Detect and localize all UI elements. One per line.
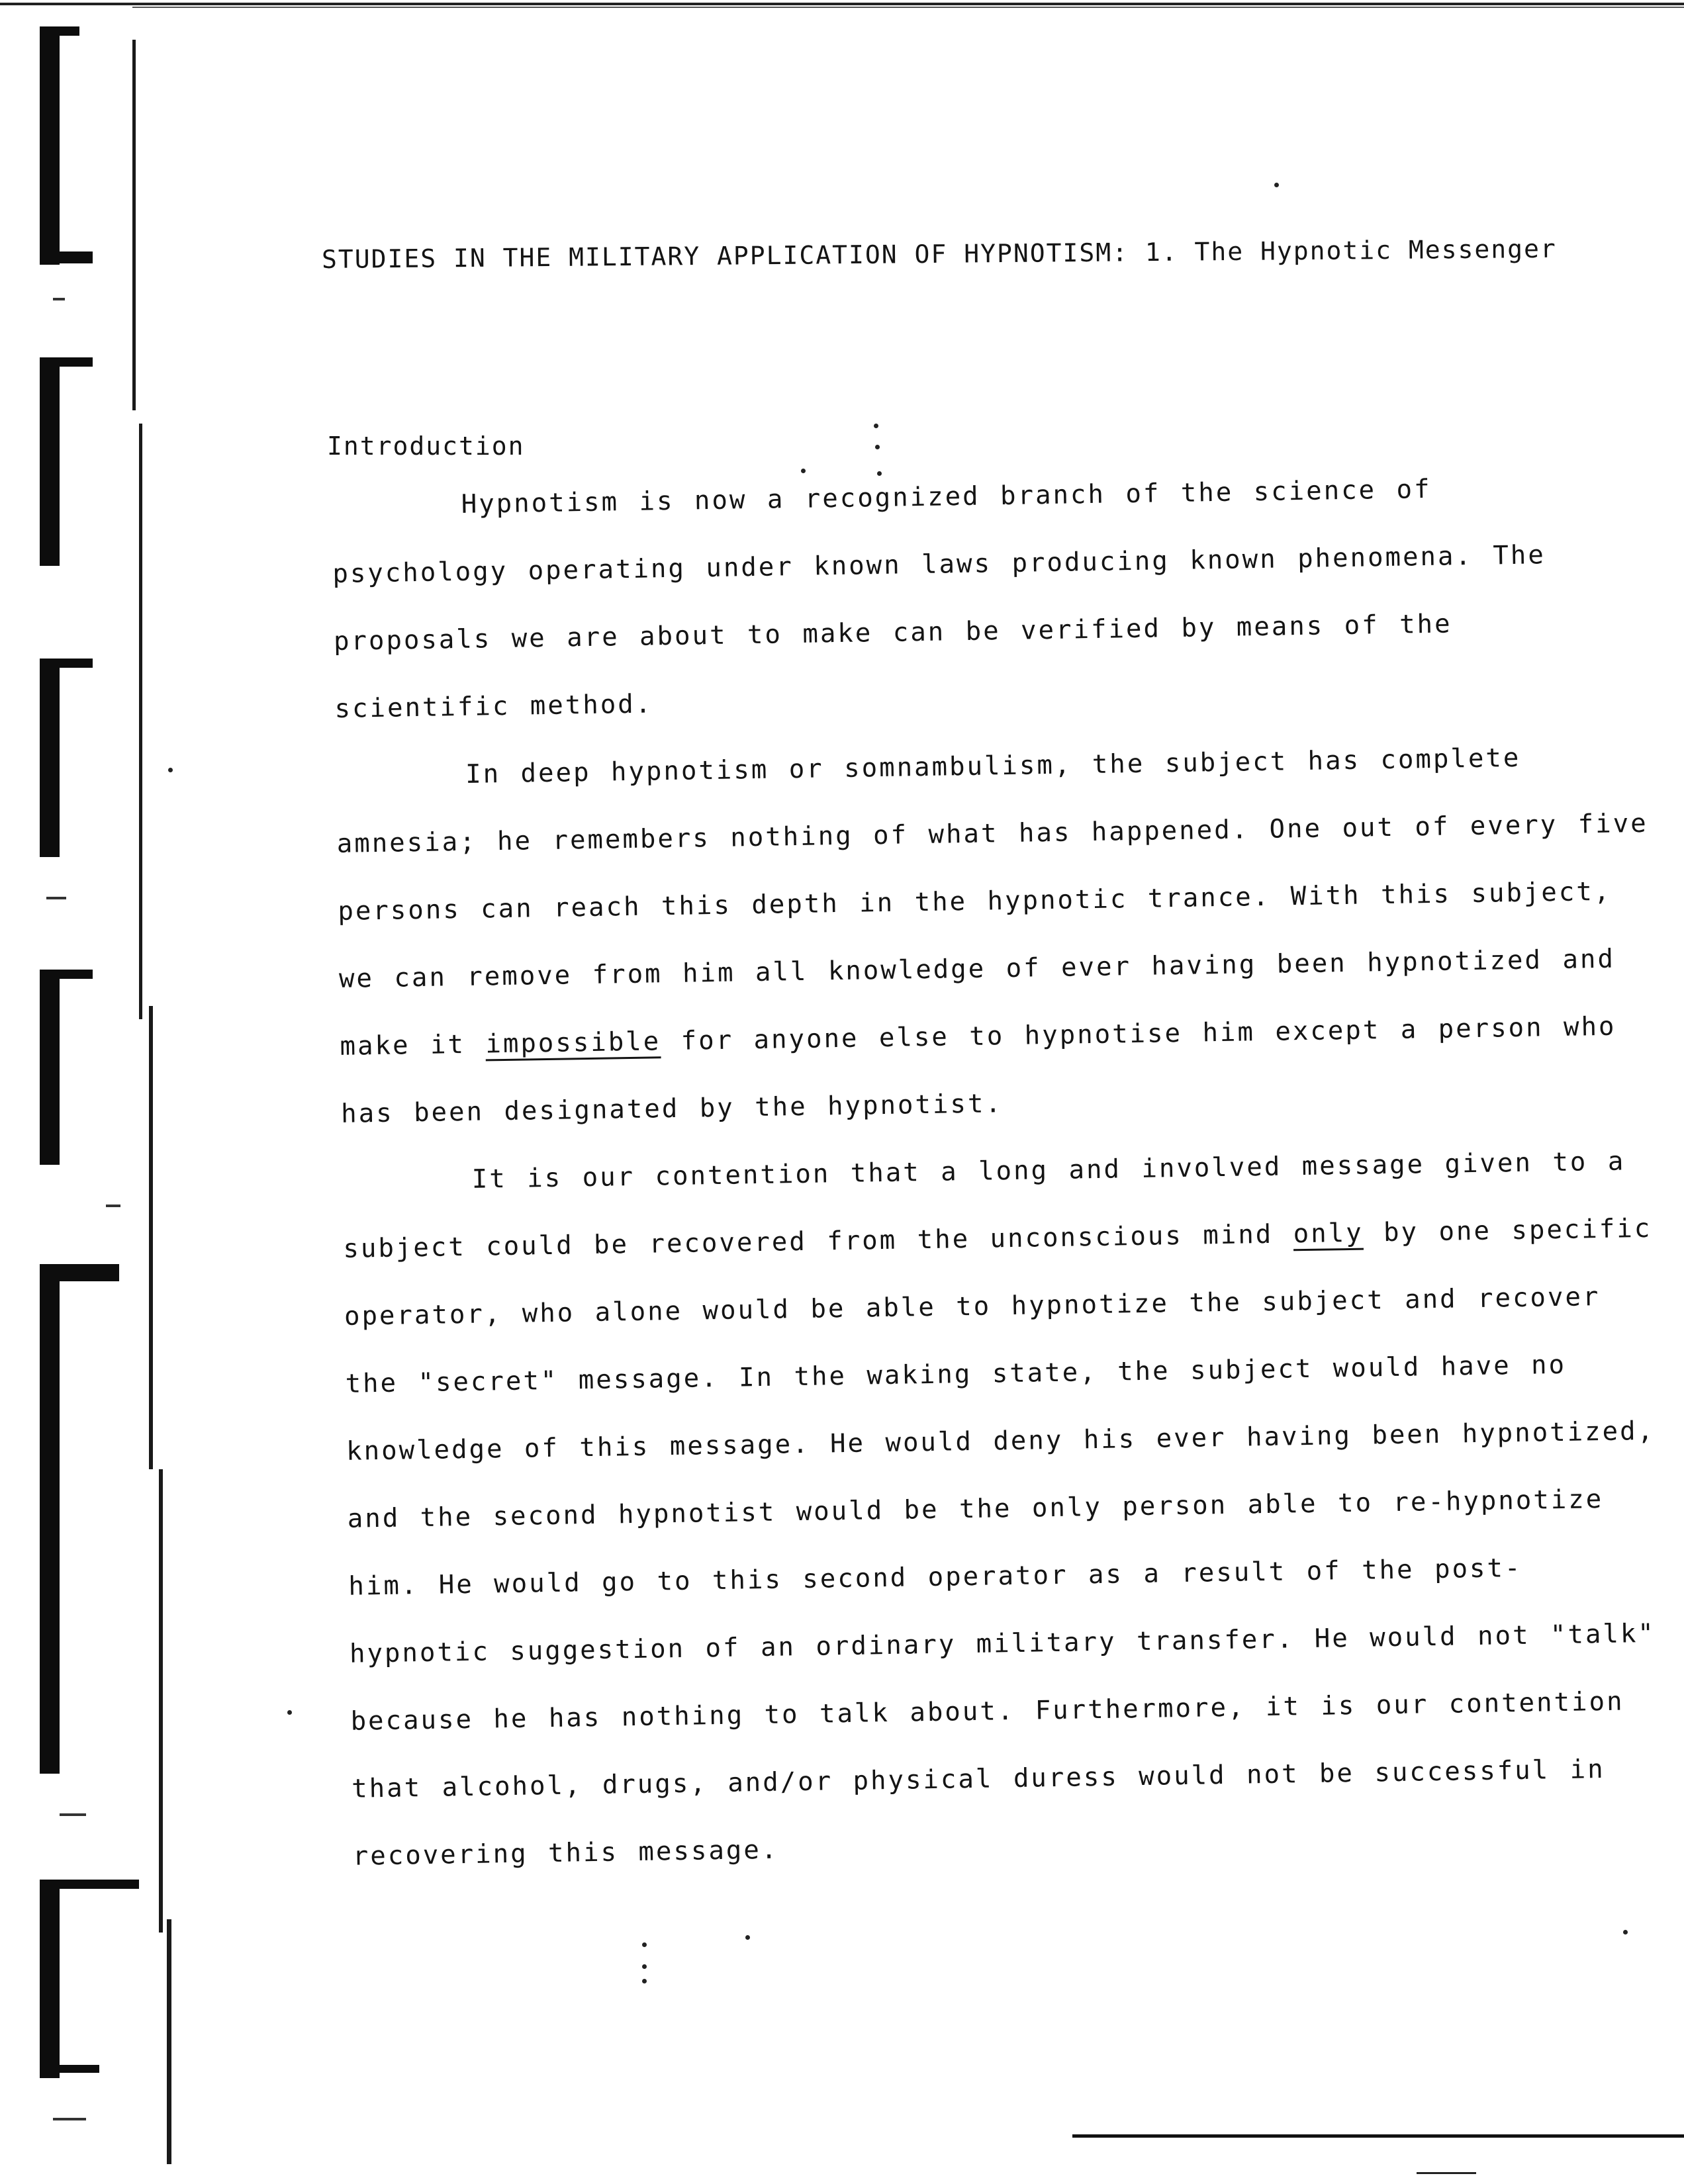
speck xyxy=(642,1942,647,1947)
speck xyxy=(168,768,173,772)
speck xyxy=(287,1710,292,1715)
scan-top-border xyxy=(0,3,1684,5)
binding-edge-line xyxy=(139,424,142,1019)
binding-edge-line xyxy=(149,1006,153,1469)
scan-top-border-secondary xyxy=(132,7,1684,8)
binding-mark xyxy=(40,1264,60,1774)
binding-mark xyxy=(40,2065,99,2073)
paragraph xyxy=(342,1128,1667,1891)
binding-mark xyxy=(40,357,60,566)
binding-edge-line xyxy=(167,1919,171,2164)
bottom-rule-short xyxy=(1417,2172,1476,2174)
binding-edge-line xyxy=(159,1469,163,1933)
speck xyxy=(875,445,880,449)
binding-edge-line xyxy=(132,40,136,410)
binding-mark xyxy=(40,1264,119,1281)
speck xyxy=(642,1979,647,1983)
binding-speck xyxy=(53,2118,86,2120)
binding-artifacts xyxy=(40,13,179,2164)
binding-mark xyxy=(40,357,93,367)
paragraph-text: for anyone else to hypnotise him except a person who has been designated by the hypnotist. xyxy=(340,1011,1616,1129)
binding-mark xyxy=(40,26,79,36)
speck xyxy=(874,424,878,428)
document-body xyxy=(331,453,1670,1891)
binding-mark xyxy=(40,251,93,263)
binding-speck xyxy=(46,897,66,899)
binding-mark xyxy=(40,970,60,1165)
speck xyxy=(642,1964,647,1969)
paragraph xyxy=(335,723,1655,1148)
binding-mark xyxy=(40,1880,60,2078)
binding-speck xyxy=(106,1205,120,1207)
section-heading-introduction: Introduction xyxy=(327,432,525,461)
speck xyxy=(745,1935,750,1940)
bottom-rule xyxy=(1072,2134,1684,2138)
underlined-word: impossible xyxy=(485,1026,661,1060)
binding-speck xyxy=(60,1813,86,1816)
paragraph-text: by one specific operator, who alone would be able to hypnotize the subject and recover the "secret" message. In the waking state, the subject would have no knowledge of this message. He would deny his ever having been hypnotized, and the second hypnotist would be the only person able to re-hypnotize him. He would go to this second operator as a result of the post-hypnotic suggestion of an ordinary military transfer. He would not "talk" because he has nothing to talk about. Furthermore, it is our contention that alcohol, drugs, and/or physical duress would not be successful in recovering this message. xyxy=(344,1213,1656,1872)
underlined-word: only xyxy=(1293,1218,1364,1250)
paragraph xyxy=(331,453,1613,743)
binding-mark xyxy=(40,659,93,668)
binding-mark xyxy=(40,26,60,265)
speck xyxy=(1623,1930,1628,1934)
binding-speck xyxy=(53,298,65,300)
paragraph-text: In deep hypnotism or somnambulism, the subject has complete amnesia; he remembers nothing of what has happened. One out of every five persons can reach this depth in the hypnotic trance. With this subject, we can remove from him all knowledge of ever having been hypnotized and make it xyxy=(336,743,1648,1062)
binding-mark xyxy=(40,659,60,857)
paragraph-text: Hypnotism is now a recognized branch of the science of psychology operating under known laws producing known phenomena. The proposals we are about to make can be verified by means of the scientific method. xyxy=(332,474,1546,724)
binding-mark xyxy=(40,1880,139,1889)
speck xyxy=(1274,183,1279,187)
document-title: STUDIES IN THE MILITARY APPLICATION OF HYPNOTISM: 1. The Hypnotic Messenger xyxy=(321,234,1557,274)
binding-mark xyxy=(40,970,93,979)
paragraph-text: It is our contention that a long and involved message given to a subject could be recovered from the unconscious mind xyxy=(343,1146,1626,1264)
